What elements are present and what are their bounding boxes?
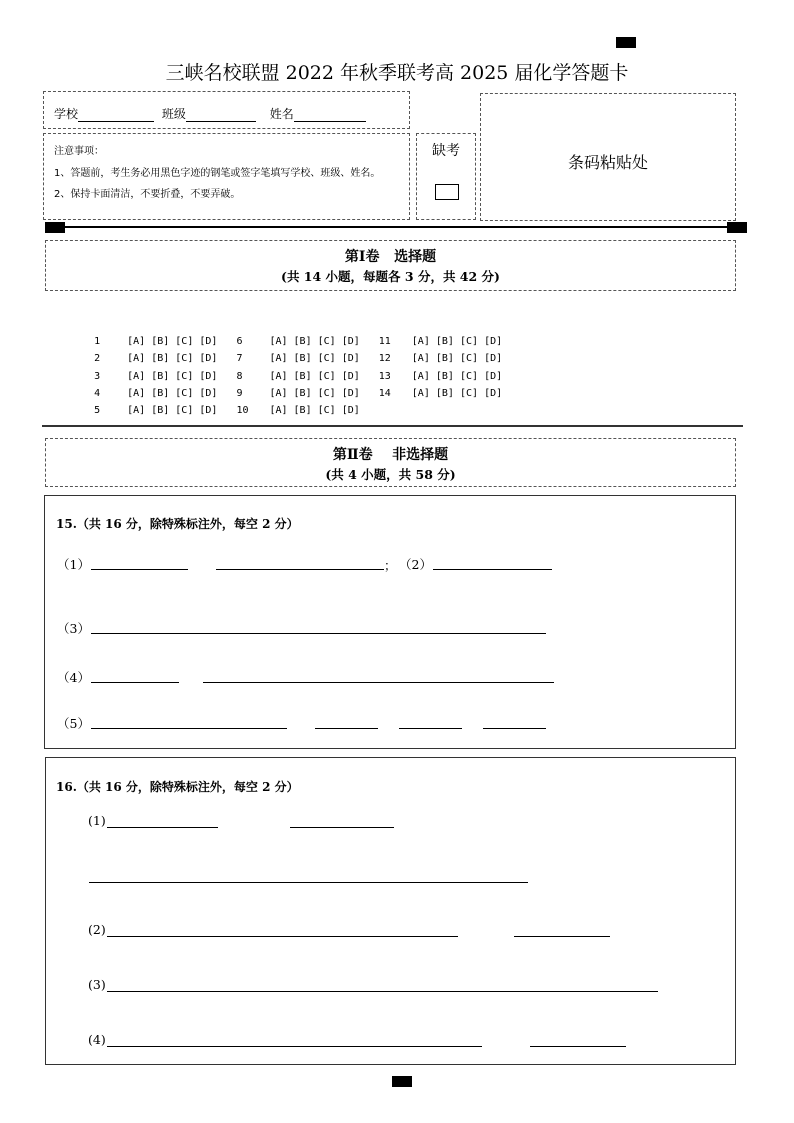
student-info-box (43, 91, 410, 129)
absent-label: 缺考 (432, 143, 460, 159)
name-field[interactable] (294, 109, 366, 122)
q16-part4-answer-a[interactable] (107, 1046, 482, 1047)
section2-subtitle: (共 4 小题，共 58 分) (325, 467, 456, 482)
q15-part2-label: （2） (399, 557, 432, 572)
q15-part3-label: （3） (57, 621, 90, 636)
barcode-area (480, 93, 736, 221)
q16-part1-answer-b[interactable] (290, 827, 394, 828)
mcq-options[interactable]: [A] [B] [C] [D] (269, 353, 360, 365)
q15-part5-answer-b[interactable] (315, 728, 378, 729)
mcq-question-number: 12 (378, 353, 391, 365)
absent-box (416, 133, 476, 220)
mcq-question-number: 5 (94, 404, 101, 416)
q16-part2-answer-b[interactable] (514, 936, 610, 937)
mcq-question-number: 6 (236, 336, 243, 348)
q15-heading: 15.（共 16 分，除特殊标注外，每空 2 分） (56, 517, 299, 531)
q15-part1-label: （1） (57, 557, 90, 572)
q15-part1-answer-b[interactable] (216, 569, 384, 570)
section1-header (45, 240, 736, 291)
mcq-question-number: 9 (236, 387, 243, 399)
mcq-options[interactable]: [A] [B] [C] [D] (269, 387, 360, 399)
q15-part4-answer-b[interactable] (203, 682, 554, 683)
registration-mark-bottom (392, 1076, 412, 1087)
mcq-options[interactable]: [A] [B] [C] [D] (127, 404, 218, 416)
q16-part4-answer-b[interactable] (530, 1046, 626, 1047)
question-16-box (45, 757, 736, 1065)
mcq-options[interactable]: [A] [B] [C] [D] (127, 370, 218, 382)
q16-part4-label: (4) (88, 1032, 106, 1047)
q16-part1-answer-a[interactable] (107, 827, 218, 828)
q16-part2-answer-a[interactable] (107, 936, 458, 937)
mcq-question-number: 1 (94, 336, 101, 348)
q15-part1-answer-a[interactable] (91, 569, 188, 570)
mcq-options[interactable]: [A] [B] [C] [D] (411, 387, 503, 399)
barcode-label: 条码粘贴处 (567, 153, 648, 172)
section1-subtitle: (共 14 小题，每题各 3 分，共 42 分) (281, 269, 500, 284)
mcq-grid (70, 316, 503, 416)
mcq-question-number: 8 (236, 370, 243, 382)
mcq-question-number: 3 (94, 370, 101, 382)
mcq-question-number: 11 (378, 336, 391, 348)
q15-part5-answer-c[interactable] (399, 728, 462, 729)
registration-mark-top-right (616, 37, 636, 48)
q15-part4-label: （4） (57, 670, 90, 685)
q15-part5-answer-a[interactable] (91, 728, 287, 729)
registration-mark-right (727, 222, 747, 233)
absent-checkbox[interactable] (435, 184, 459, 200)
q16-part1-label: (1) (88, 813, 106, 828)
mcq-question-number: 2 (94, 353, 101, 365)
school-field[interactable] (78, 109, 154, 122)
mcq-options[interactable]: [A] [B] [C] [D] (411, 336, 503, 348)
q15-part4-answer-a[interactable] (91, 682, 179, 683)
mcq-options[interactable]: [A] [B] [C] [D] (127, 353, 218, 365)
q15-part5-label: （5） (57, 716, 90, 731)
mcq-options[interactable]: [A] [B] [C] [D] (411, 353, 503, 365)
class-label: 班级 (161, 107, 186, 121)
mcq-options[interactable]: [A] [B] [C] [D] (411, 370, 503, 382)
section1-title: 第Ⅰ卷 选择题 (344, 249, 437, 265)
q16-part3-answer[interactable] (107, 991, 658, 992)
mcq-options[interactable]: [A] [B] [C] [D] (127, 387, 218, 399)
registration-mark-left (45, 222, 65, 233)
section2-header (45, 438, 736, 487)
question-15-box (44, 495, 736, 749)
q15-part3-answer[interactable] (91, 633, 546, 634)
class-field[interactable] (186, 109, 256, 122)
q16-part1-answer-c[interactable] (89, 882, 528, 883)
notice-item-1: 1、答题前，考生务必用黑色字迹的钢笔或签字笔填写学校、班级、姓名。 (54, 168, 381, 179)
notice-heading: 注意事项： (54, 146, 104, 157)
mcq-question-number: 4 (94, 387, 101, 399)
mcq-options[interactable]: [A] [B] [C] [D] (127, 336, 218, 348)
header-divider (65, 226, 727, 228)
page-title: 三峡名校联盟 2022 年秋季联考高 2025 届化学答题卡 (165, 62, 629, 84)
notice-item-2: 2、保持卡面清洁，不要折叠，不要弄破。 (54, 189, 241, 200)
mcq-question-number: 13 (378, 370, 391, 382)
name-label: 姓名 (269, 107, 294, 121)
mcq-row (70, 316, 503, 348)
q16-heading: 16.（共 16 分，除特殊标注外，每空 2 分） (56, 780, 299, 794)
section-divider (42, 425, 743, 427)
school-label: 学校 (54, 107, 79, 121)
q15-part5-answer-d[interactable] (483, 728, 546, 729)
notice-box (43, 133, 410, 220)
q15-separator: ； (384, 558, 397, 573)
section2-title: 第Ⅱ卷 非选择题 (332, 447, 449, 463)
q15-part2-answer[interactable] (433, 569, 552, 570)
mcq-question-number: 7 (236, 353, 243, 365)
mcq-options[interactable]: [A] [B] [C] [D] (269, 370, 360, 382)
mcq-options[interactable]: [A] [B] [C] [D] (269, 336, 360, 348)
mcq-question-number: 14 (378, 387, 391, 399)
mcq-question-number: 10 (236, 404, 249, 416)
q16-part3-label: (3) (88, 977, 106, 992)
mcq-options[interactable]: [A] [B] [C] [D] (269, 404, 360, 416)
q16-part2-label: (2) (88, 922, 106, 937)
